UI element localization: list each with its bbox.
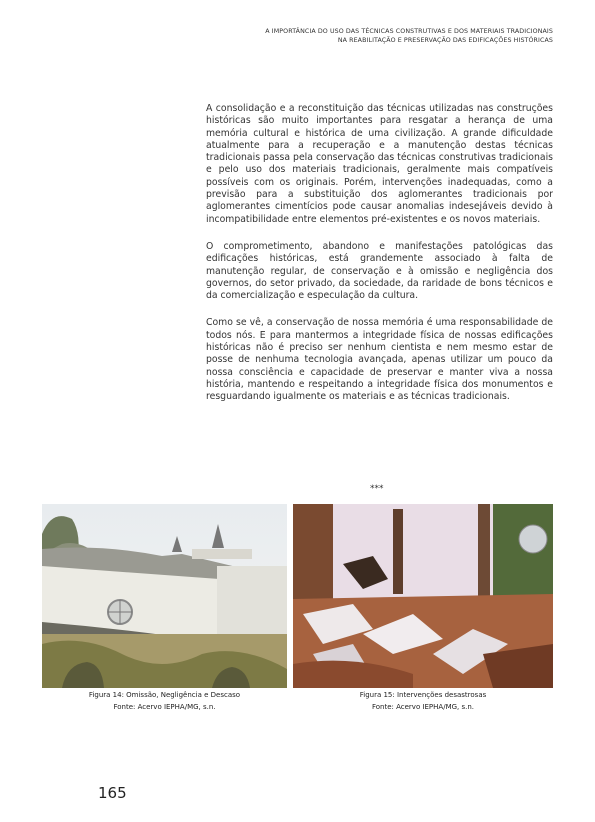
section-separator: *** — [370, 484, 384, 494]
body-text — [206, 103, 553, 419]
figure-source: Fonte: Acervo IEPHA/MG, s.n. — [371, 703, 475, 711]
figure-14 — [42, 504, 287, 712]
figure-caption: Figura 14: Omissão, Negligência e Descaso — [88, 691, 241, 699]
paragraph: O comprometimento, abandono e manifestações patológicas das edificações históricas, está grandemente associado à falta de manutenção regular, de conservação e à omissão e negligência dos governos, do setor privado, da sociedade, da raridade de bons técnicos e da comercialização e especulação da cultura. — [206, 240, 553, 302]
running-header-line-1: A IMPORTÂNCIA DO USO DAS TÉCNICAS CONSTRUTIVAS E DOS MATERIAIS TRADICIONAIS — [265, 28, 553, 35]
running-header-line-2: NA REABILITAÇÃO E PRESERVAÇÃO DAS EDIFICAÇÕES HISTÓRICAS — [337, 37, 553, 44]
paragraph: A consolidação e a reconstituição das técnicas utilizadas nas construções históricas são muito importantes para resgatar a herança de uma memória cultural e histórica de uma civilização. A grande dificuldade atualmente para a recuperação e a manutenção destas técnicas tradicionais passa pela conservação das técnicas construtivas tradicionais e pelo uso dos materiais tradicionais, geralmente mais compatíveis possíveis com os originais. Porém, intervenções inadequadas, como a previsão para a substituição dos aglomerantes tradicionais por aglomerantes cimentícios pode causar anomalias indesejáveis devido à incompatibilidade entre elementos pré-existentes e os novos materiais. — [206, 103, 553, 225]
running-header — [265, 27, 553, 45]
page-number: 165 — [98, 784, 127, 802]
figure-source: Fonte: Acervo IEPHA/MG, s.n. — [113, 703, 216, 711]
figure-15 — [293, 504, 553, 712]
church-facade-photo — [42, 504, 287, 688]
collapsed-wall-photo — [293, 504, 553, 688]
paragraph: Como se vê, a conservação de nossa memória é uma responsabilidade de todos nós. E para mantermos a integridade física de nossas edificações históricas não é preciso ser nenhum cientista e nem mesmo estar de posse de nenhuma tecnologia avançada, apenas utilizar um pouco da nossa consciência e capacidade de preservar e manter viva a nossa história, mantendo e respeitando a integridade física dos monumentos e resguardando igualmente os materiais e as técnicas tradicionais. — [206, 317, 553, 403]
figure-caption: Figura 15: Intervenções desastrosas — [359, 691, 487, 699]
